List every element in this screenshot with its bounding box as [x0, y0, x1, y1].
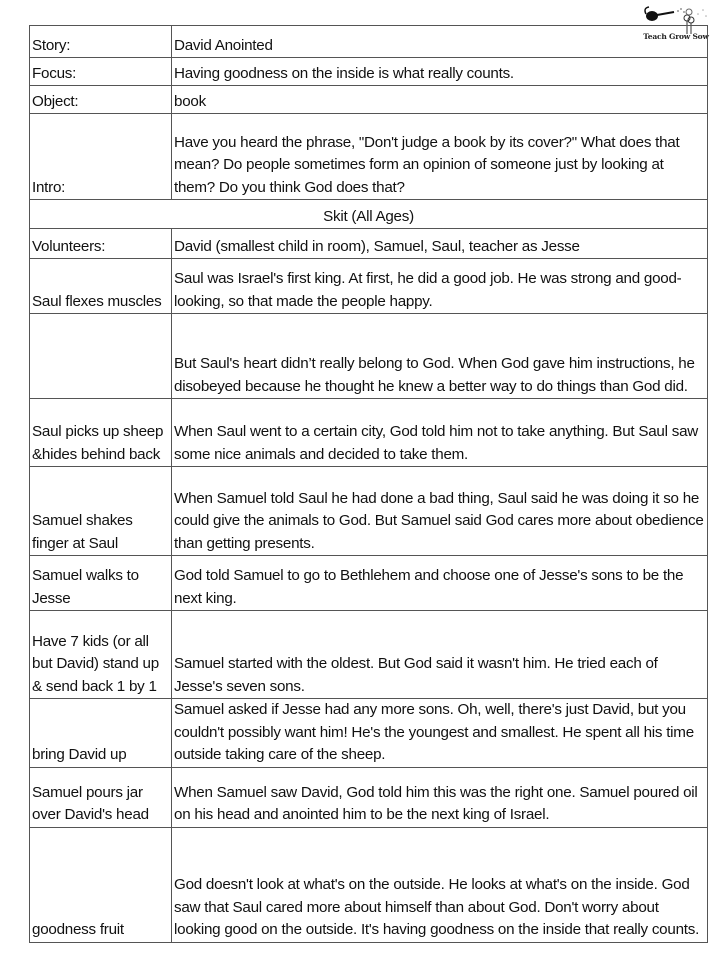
skit-narration: When Samuel saw David, God told him this was the right one. Samuel poured oil on his head and anointed him to be the next king of Israel. [172, 767, 708, 827]
skit-action: goodness fruit [30, 827, 172, 942]
section-title: Skit (All Ages) [30, 200, 708, 229]
table-row-intro [30, 114, 708, 200]
skit-action [30, 314, 172, 399]
intro-value: Have you heard the phrase, "Don't judge a book by its cover?" What does that mean? Do people sometimes form an opinion of someone just by looking at them? Do you think God does that? [172, 114, 708, 200]
table-row [30, 827, 708, 942]
lesson-plan-table [29, 25, 708, 943]
story-label: Story: [30, 26, 172, 58]
skit-narration: God doesn't look at what's on the outside. He looks at what's on the inside. God saw that Saul cared more about himself than about God. Don't worry about looking good on the outside. It's having goodness on the inside that really counts. [172, 827, 708, 942]
skit-narration: God told Samuel to go to Bethlehem and choose one of Jesse's sons to be the next king. [172, 556, 708, 611]
table-row [30, 259, 708, 314]
focus-label: Focus: [30, 58, 172, 86]
table-row-object [30, 86, 708, 114]
table-row-focus [30, 58, 708, 86]
skit-narration: Samuel started with the oldest. But God said it wasn't him. He tried each of Jesse's seven sons. [172, 611, 708, 699]
skit-action: Samuel walks to Jesse [30, 556, 172, 611]
table-row [30, 314, 708, 399]
table-row [30, 611, 708, 699]
skit-action: Samuel pours jar over David's head [30, 767, 172, 827]
logo-brand-text: Teach Grow Sow [643, 32, 709, 41]
table-row-volunteers [30, 229, 708, 259]
skit-narration: But Saul's heart didn’t really belong to God. When God gave him instructions, he disobeyed because he thought he knew a better way to do things than God did. [172, 314, 708, 399]
story-value: David Anointed [172, 26, 708, 58]
object-label: Object: [30, 86, 172, 114]
table-row [30, 699, 708, 768]
table-row-story [30, 26, 708, 58]
table-row [30, 767, 708, 827]
skit-action: Samuel shakes finger at Saul [30, 467, 172, 556]
skit-action: Saul picks up sheep &hides behind back [30, 399, 172, 467]
skit-narration: Saul was Israel's first king. At first, he did a good job. He was strong and good-looking, so that made the people happy. [172, 259, 708, 314]
focus-value: Having goodness on the inside is what really counts. [172, 58, 708, 86]
table-row [30, 467, 708, 556]
table-row-section [30, 200, 708, 229]
skit-narration: When Saul went to a certain city, God told him not to take anything. But Saul saw some nice animals and decided to take them. [172, 399, 708, 467]
volunteers-label: Volunteers: [30, 229, 172, 259]
table-row [30, 556, 708, 611]
object-value: book [172, 86, 708, 114]
skit-action: Saul flexes muscles [30, 259, 172, 314]
table-row [30, 399, 708, 467]
skit-action: bring David up [30, 699, 172, 768]
skit-narration: Samuel asked if Jesse had any more sons. Oh, well, there's just David, but you couldn't possibly want him! He's the youngest and smallest. He spent all his time outside taking care of the sheep. [172, 699, 708, 768]
skit-narration: When Samuel told Saul he had done a bad thing, Saul said he was doing it so he could give the animals to God. But Samuel said God cares more about obedience than getting presents. [172, 467, 708, 556]
volunteers-value: David (smallest child in room), Samuel, Saul, teacher as Jesse [172, 229, 708, 259]
skit-action: Have 7 kids (or all but David) stand up & send back 1 by 1 [30, 611, 172, 699]
intro-label: Intro: [30, 114, 172, 200]
